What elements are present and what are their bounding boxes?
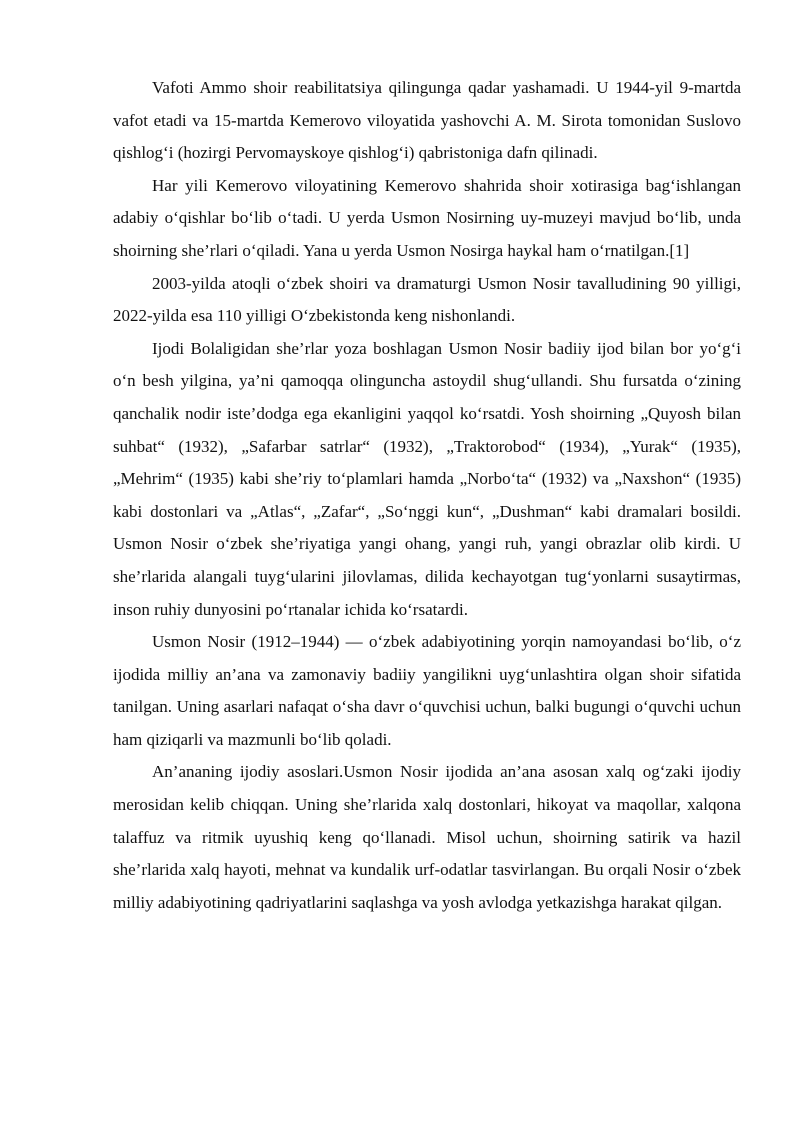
document-page bbox=[113, 72, 741, 919]
paragraph-memorial-readings: Har yili Kemerovo viloyatining Kemerovo shahrida shoir xotirasiga bag‘ishlangan adabiy o‘qishlar bo‘lib o‘tadi. U yerda Usmon Nosirning uy-muzeyi mavjud bo‘lib, unda shoirning she’rlari o‘qiladi. Yana u yerda Usmon Nosirga haykal ham o‘rnatilgan.[1] bbox=[113, 175, 741, 260]
paragraph-biography-summary: Usmon Nosir (1912–1944) — o‘zbek adabiyotining yorqin namoyandasi bo‘lib, o‘z ijodida milliy an’ana va zamonaviy badiiy yangilikni uyg‘unlashtira olgan shoir sifatida tanilgan. Uning asarlari nafaqat o‘sha davr o‘quvchisi uchun, balki bugungi o‘quvchi uchun ham qiziqarli va mazmunli bo‘lib qoladi. bbox=[113, 632, 741, 749]
paragraph-anniversaries: 2003-yilda atoqli o‘zbek shoiri va dramaturgi Usmon Nosir tavalludining 90 yilligi, 2022-yilda esa 110 yilligi O‘zbekistonda keng nishonlandi. bbox=[113, 273, 741, 326]
paragraph-death-burial: Vafoti Ammo shoir reabilitatsiya qilingunga qadar yashamadi. U 1944-yil 9-martda vafot etadi va 15-martda Kemerovo viloyatida yashovchi A. M. Sirota tomonidan Suslovo qishlog‘i (hozirgi Pervomayskoye qishlog‘i) qabristoniga dafn qilinadi. bbox=[113, 78, 741, 163]
paragraph-tradition-foundations: An’ananing ijodiy asoslari.Usmon Nosir ijodida an’ana asosan xalq og‘zaki ijodiy merosidan kelib chiqqan. Uning she’rlarida xalq dostonlari, hikoyat va maqollar, xalqona talaffuz va ritmik uyushiq keng qo‘llanadi. Misol uchun, shoirning satirik va hazil she’rlarida xalq hayoti, mehnat va kundalik urf-odatlar tasvirlangan. Bu orqali Nosir o‘zbek milliy adabiyotining qadriyatlarini saqlashga va yosh avlodga yetkazishga harakat qilgan. bbox=[113, 762, 741, 912]
paragraph-creative-work: Ijodi Bolaligidan she’rlar yoza boshlagan Usmon Nosir badiiy ijod bilan bor yo‘g‘i o‘n besh yilgina, ya’ni qamoqqa olinguncha astoydil shug‘ullandi. Shu fursatda o‘zining qanchalik nodir iste’dodga ega ekanligini yaqqol ko‘rsatdi. Yosh shoirning „Quyosh bilan suhbat“ (1932), „Safarbar satrlar“ (1932), „Traktorobod“ (1934), „Yurak“ (1935), „Mehrim“ (1935) kabi she’riy to‘plamlari hamda „Norbo‘ta“ (1932) va „Naxshon“ (1935) kabi dostonlari va „Atlas“, „Zafar“, „So‘nggi kun“, „Dushman“ kabi dramalari bosildi. Usmon Nosir o‘zbek she’riyatiga yangi ohang, yangi ruh, yangi obrazlar olib kirdi. U she’rlarida alangali tuyg‘ularini jilovlamas, dilida kechayotgan tug‘yonlarni susaytirmas, inson ruhiy dunyosini po‘rtanalar ichida ko‘rsatardi. bbox=[113, 338, 741, 619]
